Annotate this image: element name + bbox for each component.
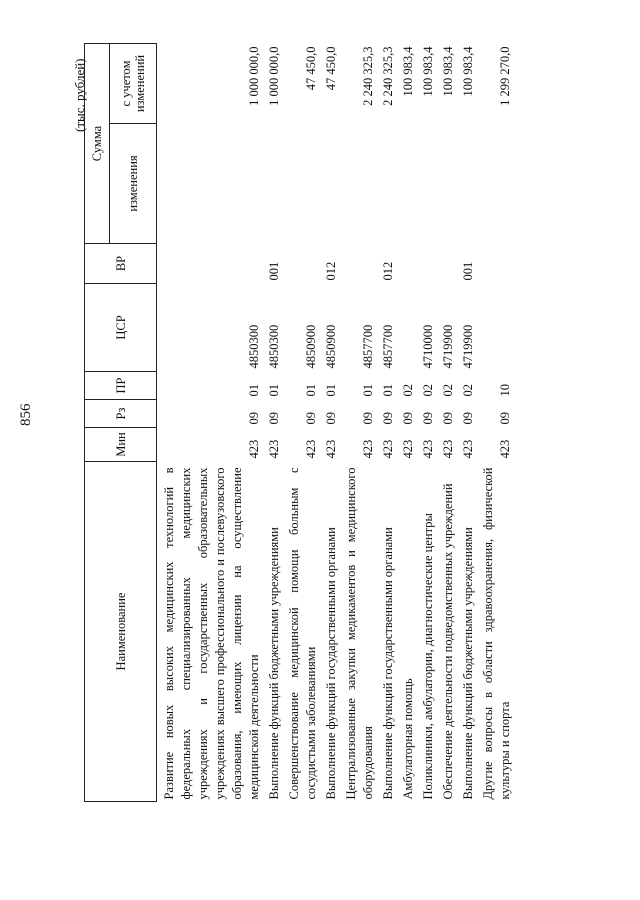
row-pr: 01 xyxy=(361,384,375,397)
row-total: 100 983,4 xyxy=(461,46,475,97)
row-name: Выполнение функций бюджетными учреждениями xyxy=(461,527,475,800)
header-min: Мин xyxy=(85,428,157,462)
row-csr: 4710000 xyxy=(421,324,435,369)
row-name: Обеспечение деятельности подведомственных учреждений xyxy=(441,483,455,800)
row-name: Выполнение функций государственными органами xyxy=(324,527,338,800)
row-csr: 4719900 xyxy=(461,324,475,369)
header-rz: Рз xyxy=(85,400,157,428)
row-name: Выполнение функций государственными органами xyxy=(381,527,395,800)
row-total: 1 299 270,0 xyxy=(498,46,512,106)
row-csr xyxy=(480,284,517,372)
row-rz: 09 xyxy=(304,412,318,425)
header-sum: Сумма xyxy=(85,44,110,244)
table-body xyxy=(157,44,518,802)
header-with-changes: с учетом изменений xyxy=(110,44,157,124)
row-rz: 09 xyxy=(461,412,475,425)
row-min: 423 xyxy=(401,439,415,459)
row-min: 423 xyxy=(324,439,338,459)
row-vr xyxy=(157,244,267,284)
table-row xyxy=(343,44,380,802)
row-pr: 02 xyxy=(401,384,415,397)
row-total: 100 983,4 xyxy=(441,46,455,97)
header-name: Наименование xyxy=(85,462,157,802)
row-name: Амбулаторная помощь xyxy=(401,678,415,800)
row-csr: 4857700 xyxy=(361,324,375,369)
row-name: Другие вопросы в области здравоохранения, физической культуры и спорта xyxy=(481,467,512,800)
row-vr xyxy=(286,244,323,284)
row-changes xyxy=(420,124,440,244)
row-vr: 012 xyxy=(324,261,338,281)
table-row xyxy=(323,44,343,802)
table-row xyxy=(266,44,286,802)
row-csr: 4850300 xyxy=(247,324,261,369)
row-name: Поликлиники, амбулатории, диагностические центры xyxy=(421,513,435,800)
row-changes xyxy=(460,124,480,244)
row-name: Совершенствование медицинской помощи больным с сосудистыми заболеваниями xyxy=(287,467,318,800)
row-name: Развитие новых высоких медицинских технологий в федеральных специализированных медицинских учреждениях и государственных образовательных учреждениях высшего профессионального и послевузовского образования, имеющих лицензии на осуществление медицинской деятельности xyxy=(162,467,261,800)
row-min: 423 xyxy=(498,439,512,459)
row-min: 423 xyxy=(361,439,375,459)
row-total: 2 240 325,3 xyxy=(381,46,395,106)
row-min: 423 xyxy=(247,439,261,459)
row-total: 1 000 000,0 xyxy=(247,46,261,106)
table-row xyxy=(440,44,460,802)
row-changes xyxy=(440,124,460,244)
row-name: Централизованные закупки медикаментов и медицинского оборудования xyxy=(344,467,375,800)
row-total: 47 450,0 xyxy=(304,46,318,91)
row-pr: 01 xyxy=(324,384,338,397)
table-row xyxy=(380,44,400,802)
row-csr: 4857700 xyxy=(381,324,395,369)
row-rz: 09 xyxy=(361,412,375,425)
row-csr: 4719900 xyxy=(441,324,455,369)
row-rz: 09 xyxy=(441,412,455,425)
row-pr: 01 xyxy=(247,384,261,397)
row-total: 1 000 000,0 xyxy=(267,46,281,106)
row-min: 423 xyxy=(441,439,455,459)
row-pr: 10 xyxy=(498,384,512,397)
table-row xyxy=(480,44,517,802)
row-pr: 02 xyxy=(441,384,455,397)
row-pr: 01 xyxy=(304,384,318,397)
row-vr xyxy=(480,244,517,284)
table-row xyxy=(157,44,267,802)
row-changes xyxy=(480,124,517,244)
row-vr xyxy=(420,244,440,284)
budget-table xyxy=(84,43,517,802)
table-row xyxy=(420,44,440,802)
row-csr: 4850900 xyxy=(304,324,318,369)
row-total: 2 240 325,3 xyxy=(361,46,375,106)
row-changes xyxy=(266,124,286,244)
row-changes xyxy=(323,124,343,244)
page-number: 856 xyxy=(18,403,34,426)
row-vr xyxy=(343,244,380,284)
row-rz: 09 xyxy=(421,412,435,425)
row-vr: 001 xyxy=(267,261,281,281)
row-total: 100 983,4 xyxy=(421,46,435,97)
row-min: 423 xyxy=(267,439,281,459)
row-csr xyxy=(400,284,420,372)
table-row xyxy=(286,44,323,802)
row-pr: 01 xyxy=(381,384,395,397)
row-rz: 09 xyxy=(401,412,415,425)
row-vr xyxy=(400,244,420,284)
row-rz: 09 xyxy=(381,412,395,425)
row-vr: 012 xyxy=(381,261,395,281)
row-rz: 09 xyxy=(324,412,338,425)
row-pr: 02 xyxy=(421,384,435,397)
row-total: 100 983,4 xyxy=(401,46,415,97)
row-min: 423 xyxy=(421,439,435,459)
row-rz: 09 xyxy=(498,412,512,425)
row-pr: 01 xyxy=(267,384,281,397)
row-vr: 001 xyxy=(461,261,475,281)
row-vr xyxy=(440,244,460,284)
row-name: Выполнение функций бюджетными учреждениями xyxy=(267,527,281,800)
header-changes: изменения xyxy=(110,124,157,244)
units-note: (тыс. рублей) xyxy=(72,58,87,132)
row-changes xyxy=(380,124,400,244)
row-csr: 4850900 xyxy=(324,324,338,369)
row-min: 423 xyxy=(304,439,318,459)
row-changes xyxy=(286,124,323,244)
row-rz: 09 xyxy=(247,412,261,425)
row-rz: 09 xyxy=(267,412,281,425)
header-pr: ПР xyxy=(85,372,157,400)
row-changes xyxy=(400,124,420,244)
row-total: 47 450,0 xyxy=(324,46,338,91)
header-csr: ЦСР xyxy=(85,284,157,372)
row-min: 423 xyxy=(461,439,475,459)
header-vr: ВР xyxy=(85,244,157,284)
table-row xyxy=(460,44,480,802)
table-row xyxy=(400,44,420,802)
row-min: 423 xyxy=(381,439,395,459)
row-csr: 4850300 xyxy=(267,324,281,369)
row-pr: 02 xyxy=(461,384,475,397)
row-changes xyxy=(157,124,267,244)
row-changes xyxy=(343,124,380,244)
